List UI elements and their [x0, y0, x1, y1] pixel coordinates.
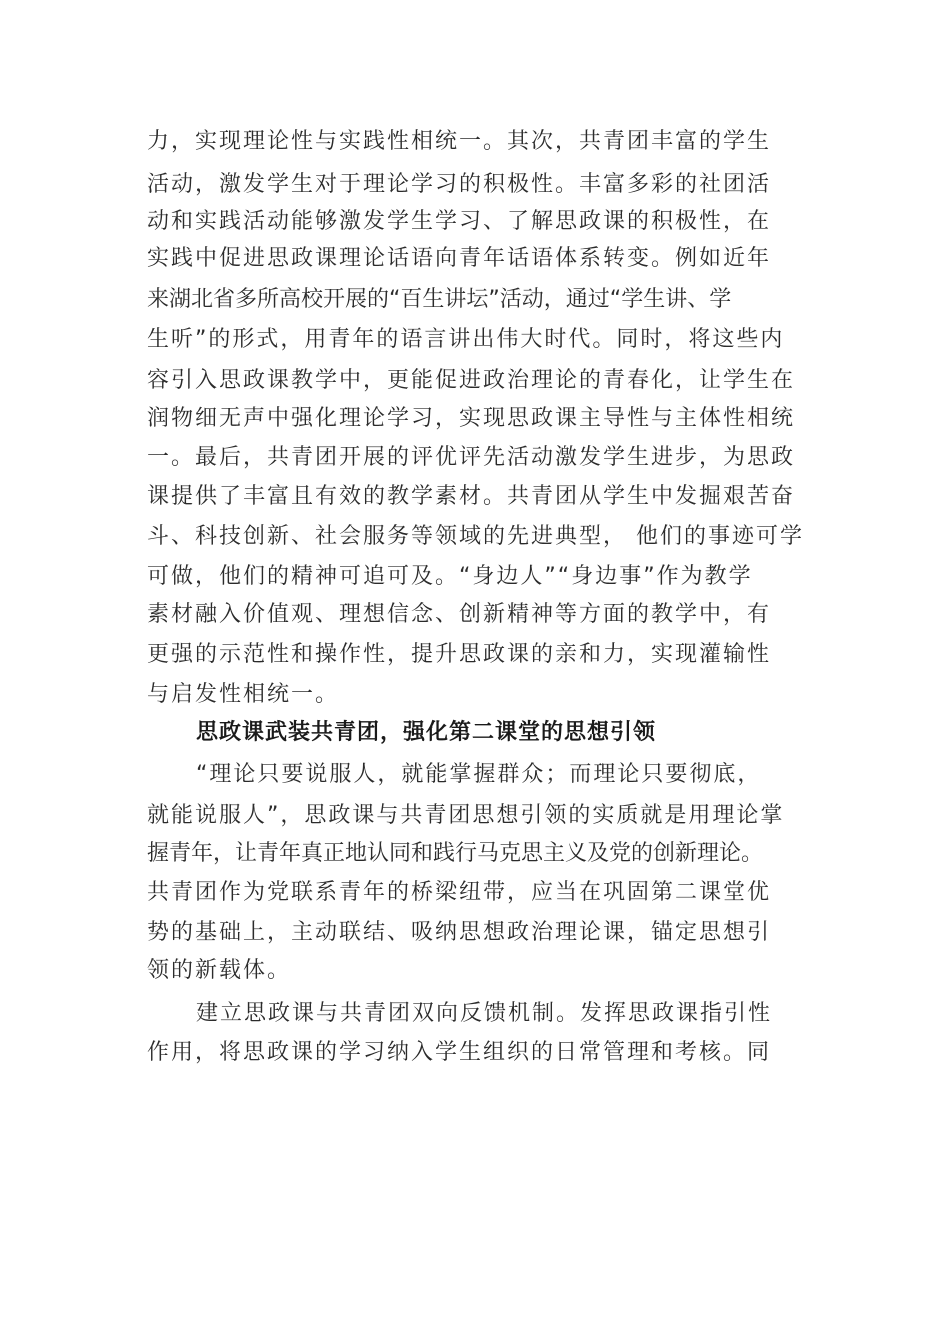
body-text-line: 动和实践活动能够激发学生学习、了解思政课的积极性，在: [147, 209, 772, 234]
body-text-line: 更强的示范性和操作性，提升思政课的亲和力，实现灌输性: [147, 642, 772, 667]
body-text-line: 建立思政课与共青团双向反馈机制。发挥思政课指引性: [196, 1001, 773, 1026]
body-text-line: 容引入思政课教学中，更能促进政治理论的青春化，让学生在: [147, 368, 796, 393]
body-text-line: 活动，激发学生对于理论学习的积极性。丰富多彩的社团活: [147, 172, 772, 197]
body-text-line: 领的新载体。: [147, 958, 292, 983]
body-text-line: 生听”的形式，用青年的语言讲出伟大时代。同时，将这些内: [147, 327, 785, 352]
body-text-line: 势的基础上，主动联结、吸纳思想政治理论课，锚定思想引: [147, 920, 772, 945]
section-heading: 思政课武装共青团，强化第二课堂的思想引领: [196, 720, 657, 745]
body-text-line: 素材融入价值观、理想信念、创新精神等方面的教学中，有: [147, 602, 772, 627]
body-text-line: 可做，他们的精神可追可及。“身边人”“身边事”作为教学: [147, 564, 753, 589]
body-text-line: 斗、科技创新、社会服务等领域的先进典型， 他们的事迹可学: [147, 524, 804, 549]
body-text-line: 握青年，让青年真正地认同和践行马克思主义及党的创新理论。: [147, 841, 764, 866]
body-text-line: 就能说服人”，思政课与共青团思想引领的实质就是用理论掌: [147, 803, 785, 828]
body-text-line: 来湖北省多所高校开展的“百生讲坛”活动，通过“学生讲、学: [147, 287, 732, 312]
body-text-line: 与启发性相统一。: [147, 682, 340, 707]
body-text-line: “理论只要说服人，就能掌握群众；而理论只要彻底，: [196, 762, 762, 787]
body-text-line: 润物细无声中强化理论学习，实现思政课主导性与主体性相统: [147, 406, 796, 431]
body-text-line: 实践中促进思政课理论话语向青年话语体系转变。例如近年: [147, 246, 772, 271]
body-text-line: 力，实现理论性与实践性相统一。其次，共青团丰富的学生: [147, 129, 772, 154]
body-text-line: 作用，将思政课的学习纳入学生组织的日常管理和考核。同: [147, 1040, 772, 1065]
body-text-line: 共青团作为党联系青年的桥梁纽带，应当在巩固第二课堂优: [147, 880, 772, 905]
body-text-line: 一。最后，共青团开展的评优评先活动激发学生进步，为思政: [147, 445, 796, 470]
body-text-line: 课提供了丰富且有效的教学素材。共青团从学生中发掘艰苦奋: [147, 484, 796, 509]
